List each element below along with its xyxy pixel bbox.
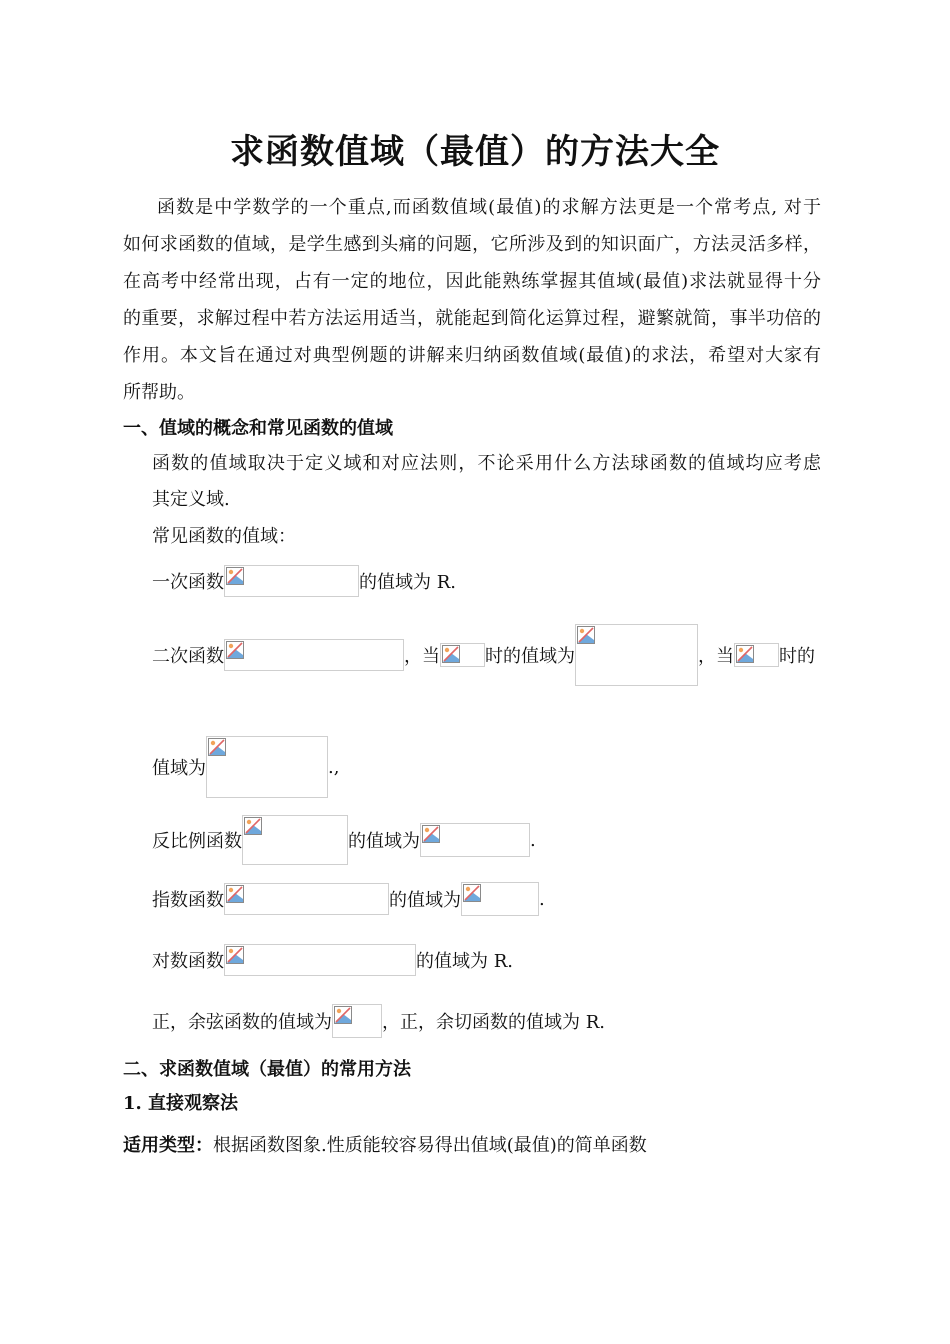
inverse-function-row xyxy=(152,815,536,865)
formula-image xyxy=(440,643,485,667)
page-title: 求函数值域（最值）的方法大全 xyxy=(230,132,720,172)
section1-para-line-2: 其定义域. xyxy=(152,489,230,510)
broken-image-icon xyxy=(334,1006,352,1024)
exponential-label: 指数函数 xyxy=(152,890,224,911)
applicable-type-text: 根据函数图象.性质能较容易得出值域(最值)的简单函数 xyxy=(213,1135,647,1156)
exponential-function-row xyxy=(152,882,545,916)
intro-line-3: 在高考中经常出现，占有一定的地位，因此能熟练掌握其值域(最值)求法就显得十分 xyxy=(123,271,821,292)
inverse-label: 反比例函数 xyxy=(152,831,242,852)
formula-image xyxy=(332,1004,382,1038)
formula-image xyxy=(206,736,328,798)
broken-image-icon xyxy=(244,817,262,835)
inverse-end: . xyxy=(530,829,536,851)
broken-image-icon xyxy=(463,884,481,902)
trig-function-row xyxy=(152,1004,605,1038)
trig-label: 正，余弦函数的值域为 xyxy=(152,1012,332,1033)
quadratic-range-row xyxy=(152,736,339,798)
quadratic-range-end: ., xyxy=(328,756,340,778)
formula-image xyxy=(242,815,348,865)
broken-image-icon xyxy=(226,567,244,585)
broken-image-icon xyxy=(736,645,754,663)
formula-image xyxy=(224,944,416,976)
logarithmic-function-row xyxy=(152,943,513,977)
formula-image xyxy=(461,882,539,916)
broken-image-icon xyxy=(226,946,244,964)
section1-para-line-1: 函数的值域取决于定义域和对应法则，不论采用什么方法球函数的值域均应考虑 xyxy=(152,453,821,474)
logarithmic-range: 的值域为 R. xyxy=(416,951,513,972)
subsection-heading-1: 1. 直接观察法 xyxy=(123,1093,239,1114)
formula-image xyxy=(420,823,530,857)
broken-image-icon xyxy=(226,885,244,903)
quadratic-mid: 时的值域为 xyxy=(485,646,575,667)
linear-label: 一次函数 xyxy=(152,572,224,593)
broken-image-icon xyxy=(422,825,440,843)
formula-image xyxy=(224,883,389,915)
formula-image xyxy=(224,565,359,597)
section-heading-1: 一、值域的概念和常见函数的值域 xyxy=(123,418,393,439)
applicable-type-label: 适用类型： xyxy=(123,1135,213,1156)
intro-line-6: 所帮助。 xyxy=(123,382,195,403)
linear-function-row xyxy=(152,562,456,600)
broken-image-icon xyxy=(577,626,595,644)
section-heading-2: 二、求函数值域（最值）的常用方法 xyxy=(123,1059,411,1080)
formula-image xyxy=(575,624,698,686)
quadratic-range-label: 值域为 xyxy=(152,758,206,779)
quadratic-function-row xyxy=(152,624,815,686)
formula-image xyxy=(224,639,404,671)
trig-range: ，正，余切函数的值域为 R. xyxy=(382,1012,605,1033)
broken-image-icon xyxy=(442,645,460,663)
intro-line-4: 的重要，求解过程中若方法运用适当，就能起到简化运算过程，避繁就简，事半功倍的 xyxy=(123,308,821,329)
formula-image xyxy=(734,643,779,667)
quadratic-when-1: ，当 xyxy=(404,646,440,667)
broken-image-icon xyxy=(226,641,244,659)
intro-line-5: 作用。本文旨在通过对典型例题的讲解来归纳函数值域(最值)的求法，希望对大家有 xyxy=(123,345,821,366)
common-functions-label: 常见函数的值域： xyxy=(152,526,296,547)
inverse-mid: 的值域为 xyxy=(348,831,420,852)
quadratic-when-2: ，当 xyxy=(698,646,734,667)
linear-range: 的值域为 R. xyxy=(359,572,456,593)
broken-image-icon xyxy=(208,738,226,756)
quadratic-end: 时的 xyxy=(779,646,815,667)
exponential-mid: 的值域为 xyxy=(389,890,461,911)
intro-line-2: 如何求函数的值域，是学生感到头痛的问题，它所涉及到的知识面广，方法灵活多样， xyxy=(123,234,821,255)
logarithmic-label: 对数函数 xyxy=(152,951,224,972)
applicable-type-line xyxy=(123,1134,647,1158)
intro-line-1: 函数是中学数学的一个重点,而函数值域(最值)的求解方法更是一个常考点, 对于 xyxy=(157,197,821,218)
exponential-end: . xyxy=(539,888,545,910)
quadratic-label: 二次函数 xyxy=(152,646,224,667)
